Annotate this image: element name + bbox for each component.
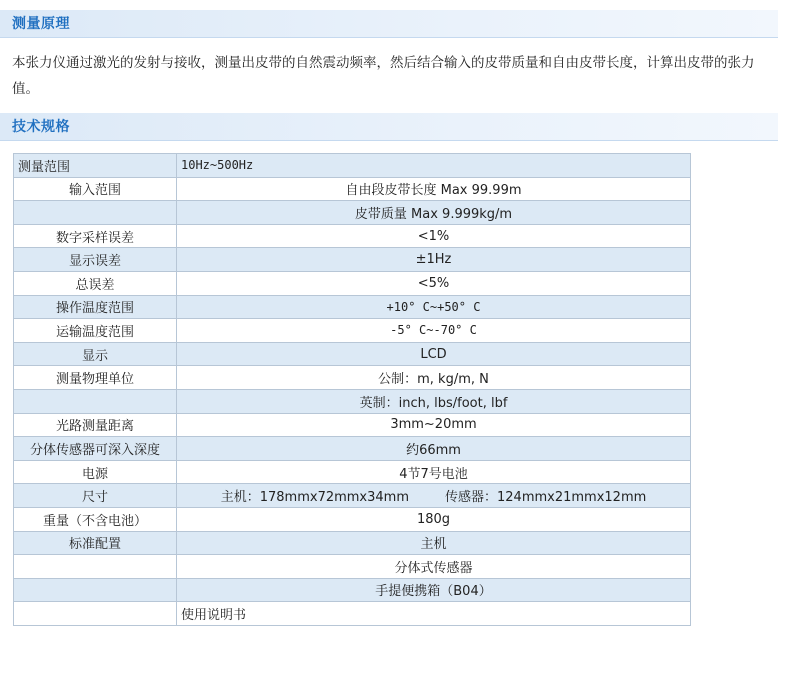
table-row (14, 366, 691, 390)
table-row (14, 555, 691, 579)
table-row (14, 201, 691, 225)
spec-key: 测量范围 (14, 154, 177, 178)
spec-key (14, 578, 177, 602)
spec-value: +10° C~+50° C (177, 295, 691, 319)
spec-value: 英制：inch, lbs/foot, lbf (177, 389, 691, 413)
table-row (14, 342, 691, 366)
spec-key: 重量（不含电池） (14, 507, 177, 531)
spec-table (13, 153, 691, 626)
section-header-principle (0, 10, 778, 38)
table-row (14, 437, 691, 461)
spec-key: 电源 (14, 460, 177, 484)
table-row (14, 295, 691, 319)
spec-value: 10Hz~500Hz (177, 154, 691, 178)
spec-key: 光路测量距离 (14, 413, 177, 437)
dimension-sensor: 传感器：124mmx21mmx12mm (445, 490, 647, 506)
section-title-specs: 技术规格 (12, 119, 70, 135)
table-row (14, 271, 691, 295)
spec-key: 运输温度范围 (14, 319, 177, 343)
intro-paragraph: 本张力仪通过激光的发射与接收，测量出皮带的自然震动频率，然后结合输入的皮带质量和自由皮带长度，计算出皮带的张力值。 (12, 55, 755, 97)
spec-key: 显示 (14, 342, 177, 366)
spec-key (14, 602, 177, 626)
table-row (14, 248, 691, 272)
table-row (14, 389, 691, 413)
table-row (14, 578, 691, 602)
table-row (14, 602, 691, 626)
table-row (14, 460, 691, 484)
table-row (14, 177, 691, 201)
table-row (14, 531, 691, 555)
spec-key: 测量物理单位 (14, 366, 177, 390)
dimension-main-unit: 主机：178mmx72mmx34mm (220, 490, 409, 506)
spec-value: 约66mm (177, 437, 691, 461)
table-row (14, 154, 691, 178)
spec-key: 分体传感器可深入深度 (14, 437, 177, 461)
spec-value: 180g (177, 507, 691, 531)
table-row (14, 319, 691, 343)
spec-key: 数字采样误差 (14, 224, 177, 248)
spec-value: 4节7号电池 (177, 460, 691, 484)
spec-key: 标准配置 (14, 531, 177, 555)
table-row (14, 413, 691, 437)
spec-value: <1% (177, 224, 691, 248)
spec-value: 分体式传感器 (177, 555, 691, 579)
spec-value: 手提便携箱（B04） (177, 578, 691, 602)
spec-value: <5% (177, 271, 691, 295)
spec-value: LCD (177, 342, 691, 366)
spec-value: 使用说明书 (177, 602, 691, 626)
spec-key: 总误差 (14, 271, 177, 295)
spec-value: -5° C~-70° C (177, 319, 691, 343)
spec-key: 操作温度范围 (14, 295, 177, 319)
spec-key (14, 389, 177, 413)
spec-key (14, 555, 177, 579)
spec-value-dimensions (177, 484, 691, 508)
spec-key: 尺寸 (14, 484, 177, 508)
section-header-specs (0, 113, 778, 141)
spec-value: 3mm~20mm (177, 413, 691, 437)
spec-value: 自由段皮带长度 Max 99.99m (177, 177, 691, 201)
spec-value: 皮带质量 Max 9.999kg/m (177, 201, 691, 225)
table-row (14, 507, 691, 531)
spec-key: 输入范围 (14, 177, 177, 201)
table-row (14, 224, 691, 248)
spec-key (14, 201, 177, 225)
spec-key: 显示误差 (14, 248, 177, 272)
spec-value: 公制：m, kg/m, N (177, 366, 691, 390)
table-row (14, 484, 691, 508)
spec-value: 主机 (177, 531, 691, 555)
spec-value: ±1Hz (177, 248, 691, 272)
section-title-principle: 测量原理 (12, 16, 70, 32)
